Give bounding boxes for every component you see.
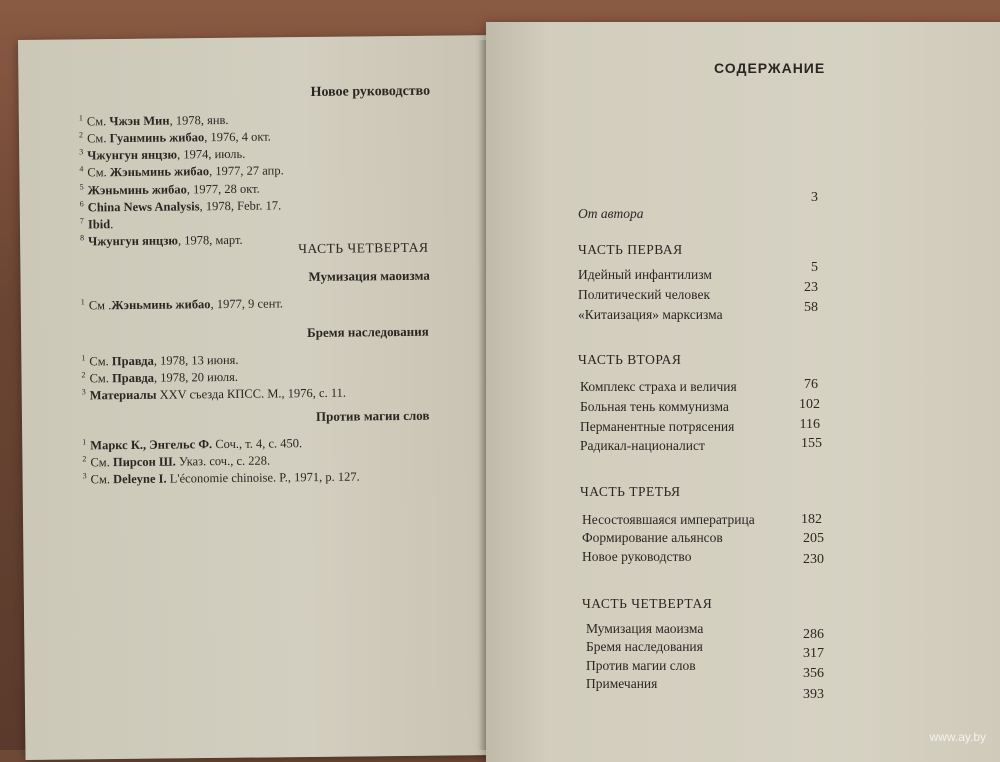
part-one-heading: ЧАСТЬ ПЕРВАЯ xyxy=(578,242,683,257)
toc-page-number: 286 xyxy=(803,627,824,642)
part-two-heading: ЧАСТЬ ВТОРАЯ xyxy=(578,352,682,367)
part-four-heading: ЧАСТЬ ЧЕТВЕРТАЯ xyxy=(582,596,713,611)
toc-page-number: 205 xyxy=(803,531,824,546)
note-item: $^3$ См. Deleyne I. L'économie chinoise. P., 1971, p. 127. xyxy=(82,469,360,487)
toc-entry: Формирование альянсов xyxy=(582,530,723,545)
right-page xyxy=(486,22,1000,762)
watermark: www.ay.by xyxy=(929,730,986,744)
note-item: $^3$ Материалы XXV съезда КПСС. М., 1976, с. 11. xyxy=(81,386,347,403)
toc-entry: Больная тень коммунизма xyxy=(580,399,729,414)
toc-page-number: 58 xyxy=(804,300,818,315)
toc-entry: Радикал-националист xyxy=(580,438,705,453)
toc-page-number: 102 xyxy=(799,397,820,412)
toc-page-number: 76 xyxy=(804,377,818,392)
toc-entry: Идейный инфантилизм xyxy=(578,267,712,282)
part-three-heading: ЧАСТЬ ТРЕТЬЯ xyxy=(580,484,681,499)
note-item: $^2$ См. Правда, 1978, 20 июля. xyxy=(81,370,239,386)
toc-page-number: 393 xyxy=(803,687,824,702)
section-title-magic-words: Против магии слов xyxy=(315,407,430,424)
toc-entry-author: От автора xyxy=(578,206,644,221)
note-item: $^1$ Маркс К., Энгельс Ф. Соч., т. 4, с. 450. xyxy=(82,436,303,453)
toc-page-number: 182 xyxy=(801,512,822,527)
toc-entry: Политический человек xyxy=(578,287,711,302)
notes-list-2 xyxy=(81,293,283,312)
toc-page-number: 5 xyxy=(811,260,818,275)
note-item: $^2$ См. Пирсон Ш. Указ. соч., с. 228. xyxy=(82,453,271,470)
left-page xyxy=(18,35,496,760)
toc-page-number: 356 xyxy=(803,666,824,681)
toc-page-number: 230 xyxy=(803,552,824,567)
toc-entry: Мумизация маоизма xyxy=(586,621,704,636)
toc-page-number: 155 xyxy=(801,436,822,451)
toc-entry: Примечания xyxy=(586,676,658,691)
toc-entry: «Китаизация» марксизма xyxy=(578,307,723,322)
toc-entry: Несостоявшаяся императрица xyxy=(582,512,755,527)
note-item: $^8$ Чжунгун янцзю, 1978, март. xyxy=(80,232,243,249)
notes-list-1 xyxy=(79,109,285,248)
toc-entry: Против магии слов xyxy=(586,658,696,673)
note-item: $^4$ См. Жэньминь жибао, 1977, 27 апр. xyxy=(79,163,284,180)
section-title-burden: Бремя наследования xyxy=(307,323,429,340)
toc-page-number: 3 xyxy=(811,190,818,205)
toc-entry: Перманентные потрясения xyxy=(580,419,735,434)
toc-entry: Комплекс страха и величия xyxy=(580,379,737,394)
notes-list-3 xyxy=(81,349,346,403)
contents-title: СОДЕРЖАНИЕ xyxy=(714,60,826,76)
note-item: $^1$ См. Чжэн Мин, 1978, янв. xyxy=(78,112,229,129)
toc-entry: Новое руководство xyxy=(582,549,692,564)
note-item: $^5$ Жэньминь жибао, 1977, 28 окт. xyxy=(79,181,260,198)
part-four-heading: ЧАСТЬ ЧЕТВЕРТАЯ xyxy=(298,239,429,257)
note-item: $^1$ См. Правда, 1978, 13 июня. xyxy=(81,352,239,369)
notes-list-4 xyxy=(82,432,360,486)
section-title-mummification: Мумизация маоизма xyxy=(308,267,430,284)
note-item: $^2$ См. Гуанминь жибао, 1976, 4 окт. xyxy=(78,129,271,146)
section-title-new-leadership: Новое руководство xyxy=(310,83,431,100)
note-item: $^3$ Чжунгун янцзю, 1974, июль. xyxy=(79,147,246,163)
note-item: $^1$ См .Жэньминь жибао, 1977, 9 сент. xyxy=(80,296,284,313)
note-item: $^6$ China News Analysis, 1978, Febr. 17. xyxy=(79,198,282,215)
toc-entry: Бремя наследования xyxy=(586,639,703,654)
note-item: $^7$ Ibid. xyxy=(79,216,114,232)
toc-page-number: 317 xyxy=(803,646,824,661)
toc-page-number: 23 xyxy=(804,280,818,295)
toc-page-number: 116 xyxy=(799,417,820,432)
